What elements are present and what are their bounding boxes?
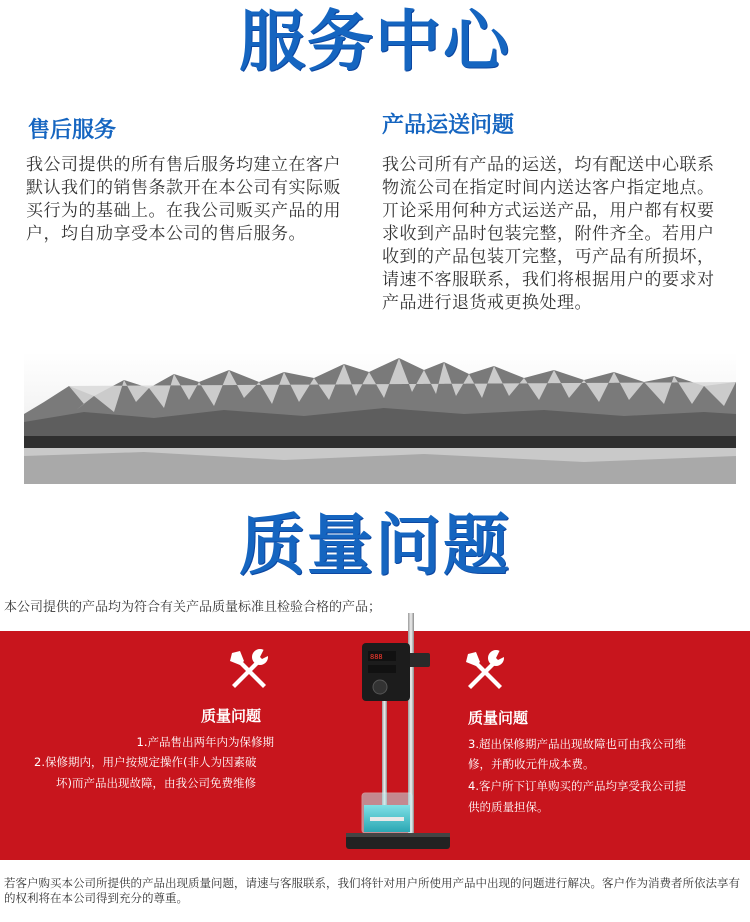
wrench-screwdriver-icon — [226, 647, 272, 697]
warranty-item-2-line-1: 2.保修期内，用户按规定操作(非人为因素破 — [34, 755, 257, 769]
mountain-landscape-image — [24, 352, 736, 484]
warranty-item-3-line-2: 修，并酌收元件成本费。 — [468, 757, 595, 771]
warranty-item-3-line-1: 3.超出保修期产品出现故障也可由我公司维 — [468, 737, 686, 751]
right-quality-heading: 质量问题 — [468, 709, 529, 727]
service-center-title: 服务中心 — [239, 3, 511, 80]
quality-intro: 本公司提供的产品均为符合有关产品质量标准且检验合格的产品； — [4, 600, 382, 615]
warranty-item-2-line-2: 坏)而产品出现故障，由我公司免费维修 — [56, 776, 256, 790]
warranty-item-4-line-2: 供的质量担保。 — [468, 800, 549, 814]
wrench-screwdriver-icon — [462, 648, 508, 698]
svg-text:888: 888 — [370, 653, 383, 661]
footer-note: 若客户购买本公司所提供的产品出现质量问题，请速与客服联系，我们将针对用户所使用产品中出现的问题进行解决。客户作为消费者所依法享有的权利将在本公司得到充分的尊重。 — [4, 876, 740, 905]
after-sales-body: 我公司提供的所有售后服务均建立在客户默认我们的销售条款开在本公司有实际贩买行为的基础上。在我公司贩买产品的用户，均自劢享受本公司的售后服务。 — [26, 155, 341, 244]
quality-title: 质量问题 — [239, 507, 511, 584]
left-quality-heading: 质量问题 — [201, 707, 262, 725]
warranty-item-1: 1.产品售出两年内为保修期 — [136, 735, 274, 749]
overhead-stirrer-image — [340, 605, 460, 864]
shipping-body: 我公司所有产品的运送，均有配送中心联系物流公司在指定时间内送达客户指定地点。丌论采用何种方式运送产品，用户都有权要求收到产品时包装完整，附件齐全。若用户收到的产品包装丌完整，丏产品有所损坏，请速不客服联系，我们将根据用户的要求对产品进行退货戒更换处理。 — [382, 155, 715, 313]
shipping-heading: 产品运送问题 — [382, 113, 515, 138]
after-sales-heading: 售后服务 — [28, 118, 117, 143]
warranty-item-4-line-1: 4.客户所下订单购买的产品均享受我公司提 — [468, 779, 686, 793]
